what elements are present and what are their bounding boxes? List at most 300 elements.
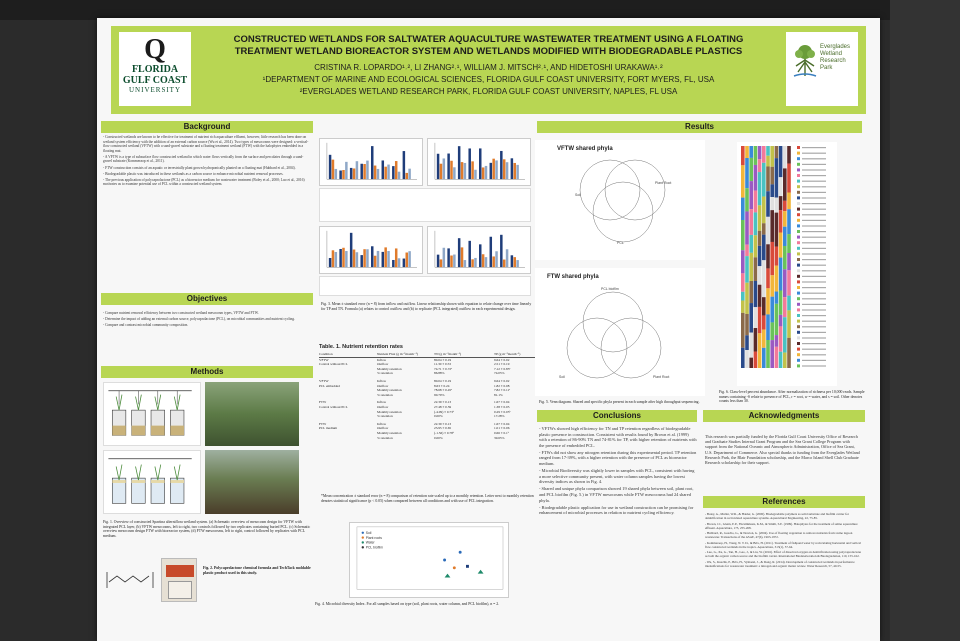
pcl-formula	[105, 566, 155, 592]
fig6-bar-segment	[770, 340, 774, 368]
fig3-bar	[479, 244, 481, 267]
fig6-legend-text	[802, 158, 826, 159]
background-para-4: - Biodegradable plastic was introduced in these wetlands as a carbon source to enhance microbial nutrient removal processes.	[103, 171, 284, 176]
fig6-bar-segment	[770, 242, 774, 275]
objective-1: - Compare nutrient removal efficiency between two constructed wetland mesocosm types, VFTW and FTW.	[103, 311, 259, 315]
fig3-bar	[503, 159, 505, 179]
table-cell: % retention	[377, 392, 393, 397]
fig6-legend-text	[802, 287, 826, 288]
fig3-bar	[366, 161, 368, 180]
fig6-bar-segment	[779, 196, 783, 210]
fig3-chart-vftw-tp	[427, 138, 531, 186]
fig6-legend-text	[802, 276, 826, 277]
fig6-legend-swatch	[797, 252, 800, 255]
objectives-text	[103, 311, 311, 367]
mangrove-icon	[792, 42, 818, 78]
fig6-bar-segment	[766, 146, 770, 156]
fig6-bar-segment	[766, 217, 770, 244]
fig3-bar	[398, 258, 400, 267]
fig6-bar-segment	[758, 172, 762, 205]
fig3-bar	[447, 248, 449, 267]
fig3-bar	[366, 249, 368, 267]
table-cell: VFTW	[319, 357, 329, 362]
reference-6: - Wu, S., Kuschk, P., Brix, H., Vymazal, J., & Dong, R. (2014). Development of constructed wetlands in performance intensifications for wastewater treatment: a nitrogen and organic matter review. Water Research, 57, 40-55.	[705, 559, 855, 568]
fig6-legend-swatch	[797, 168, 800, 171]
fig6-bar-segment	[783, 146, 787, 168]
fig3-bar	[437, 255, 439, 268]
table-cell: 74.71 ± 0.72ᵃ	[434, 366, 453, 371]
author-list: CRISTINA R. LOPARDO¹˒², LI ZHANG²˒¹, WILLIAM J. MITSCH²˒¹, AND HIDETOSHI URAKAWA¹˒²	[314, 63, 663, 72]
fig6-bar-segment	[787, 296, 791, 311]
fig6-bar-segment	[754, 212, 758, 235]
techtack-product-image	[161, 558, 197, 602]
fig6-bar-segment	[758, 285, 762, 307]
fig4-point	[459, 551, 462, 554]
poster	[97, 18, 880, 641]
fig6-bar-segment	[745, 188, 749, 211]
fig6-bar-segment	[745, 283, 749, 314]
fig3-bar	[339, 249, 341, 267]
fig6-bar-segment	[741, 220, 745, 250]
table-cell: Outflow	[377, 383, 389, 388]
fig3-bar	[329, 258, 331, 267]
fig6-legend-swatch	[797, 320, 800, 323]
fig3-bar	[356, 161, 358, 179]
fig6-bar-segment	[762, 260, 766, 297]
fig6-bar-segment	[783, 211, 787, 226]
fig4-legend-plant-roots: Plant roots	[365, 535, 382, 540]
fig6-bar-segment	[758, 231, 762, 246]
fig3-bar	[371, 146, 373, 179]
fig3-bar	[360, 164, 362, 179]
fig6-legend-swatch	[797, 269, 800, 272]
fig3-bar	[458, 238, 460, 267]
fig3-bar	[474, 258, 476, 267]
fig3-bar	[492, 256, 494, 267]
conclusion-1: - VFTWs showed high efficiency for TN and TP retention regardless of biodegradable plastic presence in construction. Consistent with results found by Brown et al. (1999) with a retention of 86-90% TN and 74-81% for TP, with higher retention of nutrients with the presence of embedded PCL.	[539, 426, 697, 448]
fig3-bar	[506, 249, 508, 267]
fig6-bar-segment	[766, 244, 770, 268]
table-cell: % retention	[377, 435, 393, 440]
fig3-bar	[500, 235, 502, 267]
fig6-legend-swatch	[797, 297, 800, 300]
fig6-bar-segment	[770, 210, 774, 242]
fig3-bar	[335, 169, 337, 179]
fig6-legend-swatch	[797, 174, 800, 177]
table-cell: 74.05%	[494, 371, 505, 376]
fig6-bar-segment	[741, 250, 745, 273]
table-cell: Monthly retention	[377, 366, 402, 371]
fig6-bar-segment	[779, 233, 783, 258]
fig6-bar-segment	[754, 257, 758, 281]
fig3-bar	[468, 241, 470, 267]
table-cell: PCL medium	[319, 426, 338, 431]
fig6-bar-segment	[749, 358, 753, 368]
fig6-legend-text	[802, 214, 826, 215]
table-cell: Inflow	[377, 378, 387, 383]
fig6-bar-segment	[745, 146, 749, 158]
fig6-bar-segment	[787, 164, 791, 193]
table-cell: Monthly retention	[377, 430, 402, 435]
table1-note: *Mean concentration ± standard error (n = 8) comparison of retention rate scaled up to a monthly retention. Letter next to monthly retention denotes statistical significance (p < 0.05) when compared between all conditions and with use of PCL integration.	[321, 494, 534, 503]
fig6-bar-segment	[770, 146, 774, 167]
table-cell: 22.39 ± 0.13	[434, 400, 452, 405]
methods-heading: Methods	[101, 366, 313, 378]
fig5-caption: Fig. 5. Venn diagram. Shared and specific phyla present in each sample after high throughput sequencing.	[539, 400, 700, 404]
poster-title-line1: CONSTRUCTED WETLANDS FOR SALTWATER AQUACULTURE WASTEWATER TREATMENT USING A FLOATING	[233, 34, 744, 45]
fig6-bar-segment	[741, 146, 745, 165]
fig6-bar-segment	[749, 209, 753, 235]
fig3-bar	[453, 167, 455, 179]
fig3-bar	[516, 165, 518, 179]
fig6-legend-swatch	[797, 185, 800, 188]
fgcu-logo-line3: UNIVERSITY	[129, 86, 181, 94]
fig6-legend-text	[802, 315, 826, 316]
poster-title-line2: TREATMENT WETLAND BIOREACTOR SYSTEM AND WETLANDS MODIFIED WITH BIODEGRADABLE PLASTICS	[234, 46, 743, 57]
everglades-logo	[786, 32, 858, 106]
fig3-chart-ftw-tn	[319, 226, 423, 274]
fgcu-logo-q: Q	[144, 34, 166, 65]
fig6-bar-segment	[758, 333, 762, 368]
fig3-bar	[516, 260, 518, 267]
table1-header-flux: Nutrient Flux (g m⁻²month⁻¹)	[377, 352, 418, 356]
table1-header-tn: TN (g m⁻²month⁻¹)	[434, 352, 462, 356]
fig6-legend-swatch	[797, 314, 800, 317]
table-cell: 1.82 ± 0.08	[494, 383, 510, 388]
background-para-1: - Constructed wetlands are known to be effective for treatment of nutrient rich aquaculture effluent, however, little research has been done on wetland system efficiency with the addition of an external carbon source (Wu et al., 2014). Two types of mesocosms were designed: a vertical-flow constructed wetland (VFTW) with a sand-gravel substrate and a floating treatment wetland (FTW) with the halophytes embedded in a floating mat.	[103, 135, 309, 153]
table-cell: 2.51 ± 0.19	[494, 362, 510, 367]
fig3-bar	[398, 172, 400, 180]
fig6-legend-swatch	[797, 364, 800, 367]
fig3-bar	[511, 255, 513, 267]
table-cell: Inflow	[377, 421, 387, 426]
fig6-bar-segment	[779, 352, 783, 368]
fig6-bar-segment	[775, 266, 779, 292]
fgcu-logo	[119, 32, 191, 106]
fig6-bar-segment	[754, 352, 758, 368]
fig3-bar	[479, 148, 481, 179]
fig3-bar	[345, 251, 347, 267]
fig3-bar	[443, 248, 445, 267]
fig6-bar-segment	[741, 313, 745, 348]
fig6-bar-segment	[779, 326, 783, 351]
fig6-legend-text	[802, 197, 826, 198]
table-cell	[319, 414, 377, 419]
fig6-legend-swatch	[797, 208, 800, 211]
fig6-legend-text	[802, 281, 826, 282]
fig6-legend-text	[802, 270, 826, 271]
fig6-bar-segment	[749, 181, 753, 209]
fig6-legend-text	[802, 298, 826, 299]
fig3-bar	[339, 171, 341, 180]
fig6-bar-segment	[745, 314, 749, 335]
fig6-bar-segment	[766, 340, 770, 368]
table-cell: 8.63 ± 0.24	[434, 383, 450, 388]
fig3-bar	[395, 248, 397, 267]
fig2-caption: Fig. 2. Polycaprolactone chemical formula and TechTack moldable plastic product used in this study.	[203, 566, 311, 575]
conclusion-5: - Biodegradable plastic application for use in wetland construction can be promising for enhancement of microbial processes in relation to nutrient cycling efficiency.	[539, 504, 694, 516]
fig6-bar-segment	[787, 146, 791, 164]
fig6-bar-segment	[762, 223, 766, 234]
fig6-bar-segment	[745, 350, 749, 368]
fig3-bar	[485, 166, 487, 179]
poster-header	[111, 26, 866, 114]
fig6-legend-text	[802, 304, 826, 305]
table-row	[319, 393, 535, 398]
fig3-bar	[332, 250, 334, 267]
fig6-bar-segment	[783, 269, 787, 297]
table1-header-tp: TP (g m⁻²month⁻¹)	[494, 352, 521, 356]
fig3-legend-top	[319, 188, 531, 222]
reference-2: - Brown, J.J., Glenn, E.P., Fitzsimmons, K.M., & Smith, S.E. (1999). Halophytes for the treatment of saline aquaculture effluent. Aquaculture, 175, 255-268.	[705, 521, 858, 530]
fig6-legend-swatch	[797, 258, 800, 261]
fig6-bar-segment	[766, 156, 770, 167]
vftw-venn-diagram	[535, 140, 705, 260]
fig3-bar	[474, 170, 476, 179]
fig3-bar	[342, 248, 344, 267]
vftw-schematic	[103, 382, 201, 446]
fig3-bar	[440, 259, 442, 267]
fig3-bar	[371, 246, 373, 267]
fig6-bar-segment	[787, 270, 791, 295]
fig3-bar	[511, 158, 513, 179]
fig6-legend-text	[802, 343, 826, 344]
fig6-bar-segment	[787, 192, 791, 209]
table-cell: Monthly retention	[377, 409, 402, 414]
fig6-legend-swatch	[797, 325, 800, 328]
fig3-bar	[395, 161, 397, 179]
fig6-bar-segment	[783, 227, 787, 246]
references-heading: References	[703, 496, 865, 508]
fig6-legend-swatch	[797, 202, 800, 205]
acknowledgments-heading: Acknowledgments	[703, 410, 865, 422]
fig6-bar-segment	[754, 328, 758, 352]
table-cell: 11.30 ± 0.53	[434, 362, 451, 367]
fig3-bar	[363, 249, 365, 267]
table-cell: 0.66 ± 0.1ᵇ	[494, 430, 509, 435]
fig6-bar-segment	[775, 335, 779, 347]
vftw-venn-label-soil: Soil	[575, 193, 581, 197]
fig6-bar-segment	[775, 198, 779, 213]
fig6-legend-swatch	[797, 163, 800, 166]
fig6-legend-text	[802, 337, 826, 338]
fig6-legend-text	[802, 259, 826, 260]
fig6-legend-swatch	[797, 241, 800, 244]
fig6-bar-segment	[766, 191, 770, 217]
fig3-legend-bottom	[319, 276, 531, 296]
fig6-bar-segment	[754, 146, 758, 165]
fig6-legend-swatch	[797, 286, 800, 289]
fig3-bar	[332, 160, 334, 180]
fig6-bar-segment	[770, 322, 774, 340]
references-text	[705, 512, 863, 632]
fig6-bar-segment	[783, 317, 787, 352]
fig3-bar	[490, 163, 492, 179]
fig6-legend-swatch	[797, 342, 800, 345]
fig1-caption: Fig. 1. Overview of constructed Spartina alterniflora wetland system. (a) Schematic overview of mesocosm design for VFTW with integrated PCL layer, (b) VFTW mesocosms, left to right, two controls followed by two replicates containing buried PCL. (c) Schematic overview mesocosm design FTW with bioreactor system, (d) FTW mesocosms, left to right, control followed by replicates with PCL medium.	[103, 520, 311, 538]
table-cell: 7.12 ± 0.85ᵃ	[494, 366, 511, 371]
fig6-bar-segment	[762, 297, 766, 315]
fig6-class-abundance-chart	[737, 142, 837, 386]
fig3-bar	[350, 168, 352, 179]
fig3-bar	[450, 256, 452, 268]
table-cell: Outflow	[377, 426, 389, 431]
table-cell: 80.04 ± 0.19	[434, 357, 452, 362]
fig3-bar	[482, 254, 484, 267]
vftw-mesocosm-photo	[205, 382, 299, 446]
fig6-legend-text	[802, 321, 826, 322]
fig6-legend-swatch	[797, 191, 800, 194]
reference-5: - Luo, G., Xu, G., Tan, H., Gao, J., & Liu, W. (2016). Effect of dissolved oxygen on denitrification using polycaprolactone as both the organic carbon source and the biofilm carrier. International Biodeterioration & Biodegradation, 110, 155-162.	[705, 550, 862, 558]
fig6-bar-segment	[783, 201, 787, 211]
fig6-legend-swatch	[797, 275, 800, 278]
everglades-logo-line4: Park	[820, 65, 833, 71]
fig6-legend-swatch	[797, 280, 800, 283]
table-cell: 9.64 ± 0.02	[494, 378, 510, 383]
fig6-bar-segment	[745, 335, 749, 350]
fig6-bar-segment	[754, 165, 758, 191]
ftw-venn-label-soil: Soil	[559, 375, 565, 379]
objective-2: - Determine the impact of adding an external carbon source, polycaprolactone (PCL), on microbial communities and nutrient cycling.	[103, 317, 296, 322]
table-cell: FTW	[319, 400, 327, 405]
fig6-caption: Fig. 6. Class-level percent abundance. After normalization of richness per 10,000 reads. Sample names containing -S relate to presence of PCL, r = root, w = water, and s = soil. Other denotes counts less than 30.	[719, 390, 865, 404]
fig3-bar	[363, 164, 365, 179]
fig6-bar-segment	[787, 209, 791, 234]
conclusion-4: - Shared and unique phyla comparison showed 19 shared phyla between soil, plant root, and PCL biofilm (Fig. 5.) in VFTW mesocosms while FTW mesocosms had 24 shared phyla.	[539, 486, 694, 503]
fig6-legend-swatch	[797, 348, 800, 351]
fig6-bar-segment	[783, 297, 787, 317]
fig3-bar	[495, 251, 497, 267]
fig6-bar-segment	[775, 213, 779, 247]
conclusion-3: - Microbial Biodiversity was slightly lower in samples with PCL, consistent with having a more selective community present, with water column samples having the lowest diversity indices as shown in Fig. 4.	[539, 468, 695, 485]
fig6-bar-segment	[783, 353, 787, 368]
fig6-bar-segment	[741, 301, 745, 313]
fig6-bar-segment	[749, 281, 753, 303]
fig3-bar	[345, 162, 347, 179]
fig6-bar-segment	[783, 246, 787, 269]
fig6-bar-segment	[770, 184, 774, 197]
ftw-venn-label-plant-root: Plant Root	[653, 375, 670, 379]
ftw-schematic	[103, 450, 201, 514]
fig6-bar-segment	[762, 163, 766, 197]
fig3-bar	[495, 160, 497, 179]
ftw-venn-label-pcl-biofilm: PCL biofilm	[601, 287, 619, 291]
fig3-bar	[377, 251, 379, 267]
fig6-legend-swatch	[797, 264, 800, 267]
table-cell: 80.04 ± 0.19	[434, 378, 452, 383]
table1	[319, 352, 535, 443]
table-cell: 90.70%	[434, 392, 445, 397]
fig6-bar-segment	[770, 275, 774, 296]
fig3-bar	[482, 167, 484, 179]
fig3-bar	[356, 252, 358, 267]
fig6-bar-segment	[754, 307, 758, 328]
fig3-bar	[461, 247, 463, 267]
fig6-bar-segment	[775, 347, 779, 368]
fig6-bar-segment	[754, 281, 758, 307]
fig6-bar-segment	[787, 310, 791, 337]
fig3-bar	[506, 162, 508, 179]
fig6-bar-segment	[775, 158, 779, 197]
table-cell	[319, 393, 377, 398]
reference-4: - Kommeraop, H., Trang, N. T. D., & Brix, H. (2011). Treatment of fishpond water by recirculating horizontal and vertical flow constructed wetlands in the tropics. Aquaculture, 313(1), 57-64.	[705, 540, 861, 549]
vftw-venn-label-plant-root: Plant Root	[655, 181, 672, 185]
table-cell: (-4.09) ± 0.73ᵇ	[434, 409, 454, 414]
fig6-bar-segment	[779, 258, 783, 291]
fig6-bar-segment	[770, 297, 774, 323]
fig6-bar-segment	[745, 158, 749, 188]
table-cell: 1.67 ± 0.04	[494, 400, 510, 405]
fig6-bar-segment	[749, 158, 753, 181]
fig6-bar-segment	[741, 292, 745, 301]
fig6-legend-text	[802, 293, 826, 294]
acknowledgments-text: This research was partially funded by the Florida Gulf Coast University Office of Research and Graduate Studies Internal Grant Program and the Sea Grant College Program with support from the National Oceanic and Atmospheric Administration, Office of Sea Grant, U.S. Department of Commerce. Also special thanks to funding from the Everglades Wetland Research Park, the Blair Foundation scholarship, and the Marco Island Shell Club Graduate Research scholarship for their support.	[705, 434, 860, 466]
fig6-legend-text	[802, 332, 826, 333]
fig4-point	[466, 565, 469, 568]
fig6-legend-swatch	[797, 213, 800, 216]
fig6-legend-swatch	[797, 247, 800, 250]
fig3-bar	[464, 163, 466, 179]
fig6-legend-swatch	[797, 230, 800, 233]
fig3-bar	[387, 165, 389, 180]
table-cell: % retention	[377, 371, 393, 376]
fig6-legend-swatch	[797, 196, 800, 199]
fig6-bar-segment	[787, 338, 791, 368]
fig3-bar	[464, 260, 466, 267]
fig6-legend-text	[802, 265, 826, 266]
table-cell: 39.65%	[494, 435, 505, 440]
fig3-bar	[490, 237, 492, 268]
fig3-bar	[342, 170, 344, 179]
fig6-bar-segment	[758, 205, 762, 230]
fig6-bar-segment	[741, 198, 745, 220]
fig3-bar	[514, 163, 516, 179]
fig6-bar-segment	[758, 246, 762, 266]
fig6-legend-text	[802, 242, 826, 243]
fig3-bar	[406, 173, 408, 179]
fig3-bar	[374, 256, 376, 268]
fig6-bar-segment	[754, 191, 758, 213]
fig6-bar-segment	[762, 146, 766, 163]
table-cell: PCL embedded	[319, 383, 340, 388]
fig6-legend-text	[802, 220, 826, 221]
table-cell: Inflow	[377, 400, 387, 405]
fig3-bar	[382, 160, 384, 179]
reference-3: - Hubbard, R., Gascho, G., & Newton, G. (2004). Use of floating vegetation to remove nutrients from swine lagoon wastewater. Transactions of the ASAE, 47(6), 1963-1972.	[705, 531, 853, 539]
fig3-bar	[377, 169, 379, 179]
fig6-legend-text	[802, 181, 826, 182]
fig3-bar	[485, 257, 487, 267]
fig6-bar-segment	[741, 165, 745, 197]
fig3-bar	[403, 151, 405, 179]
everglades-logo-line2: Wetland	[820, 51, 842, 57]
fig6-legend-text	[802, 360, 826, 361]
table-cell: Outflow	[377, 404, 389, 409]
fig6-legend-swatch	[797, 152, 800, 155]
fig4-legend-soil: Soil	[365, 530, 372, 535]
fig6-legend-text	[802, 349, 826, 350]
fig6-legend-text	[802, 365, 826, 366]
fig3-bar	[458, 146, 460, 179]
fig3-bar	[392, 260, 394, 267]
fig6-bar-segment	[749, 235, 753, 253]
table-row	[319, 371, 535, 376]
fig4-legend-water: Water	[365, 540, 375, 545]
fgcu-logo-line2: GULF COAST	[122, 75, 188, 86]
fig4-diversity-chart	[349, 522, 509, 598]
background-para-3: - FTW construction consists of an aquatic or terrestrially plant grown hydroponically planted on a floating mat (Hubbard et al., 2004).	[103, 165, 296, 170]
fig6-bar-segment	[783, 168, 787, 200]
